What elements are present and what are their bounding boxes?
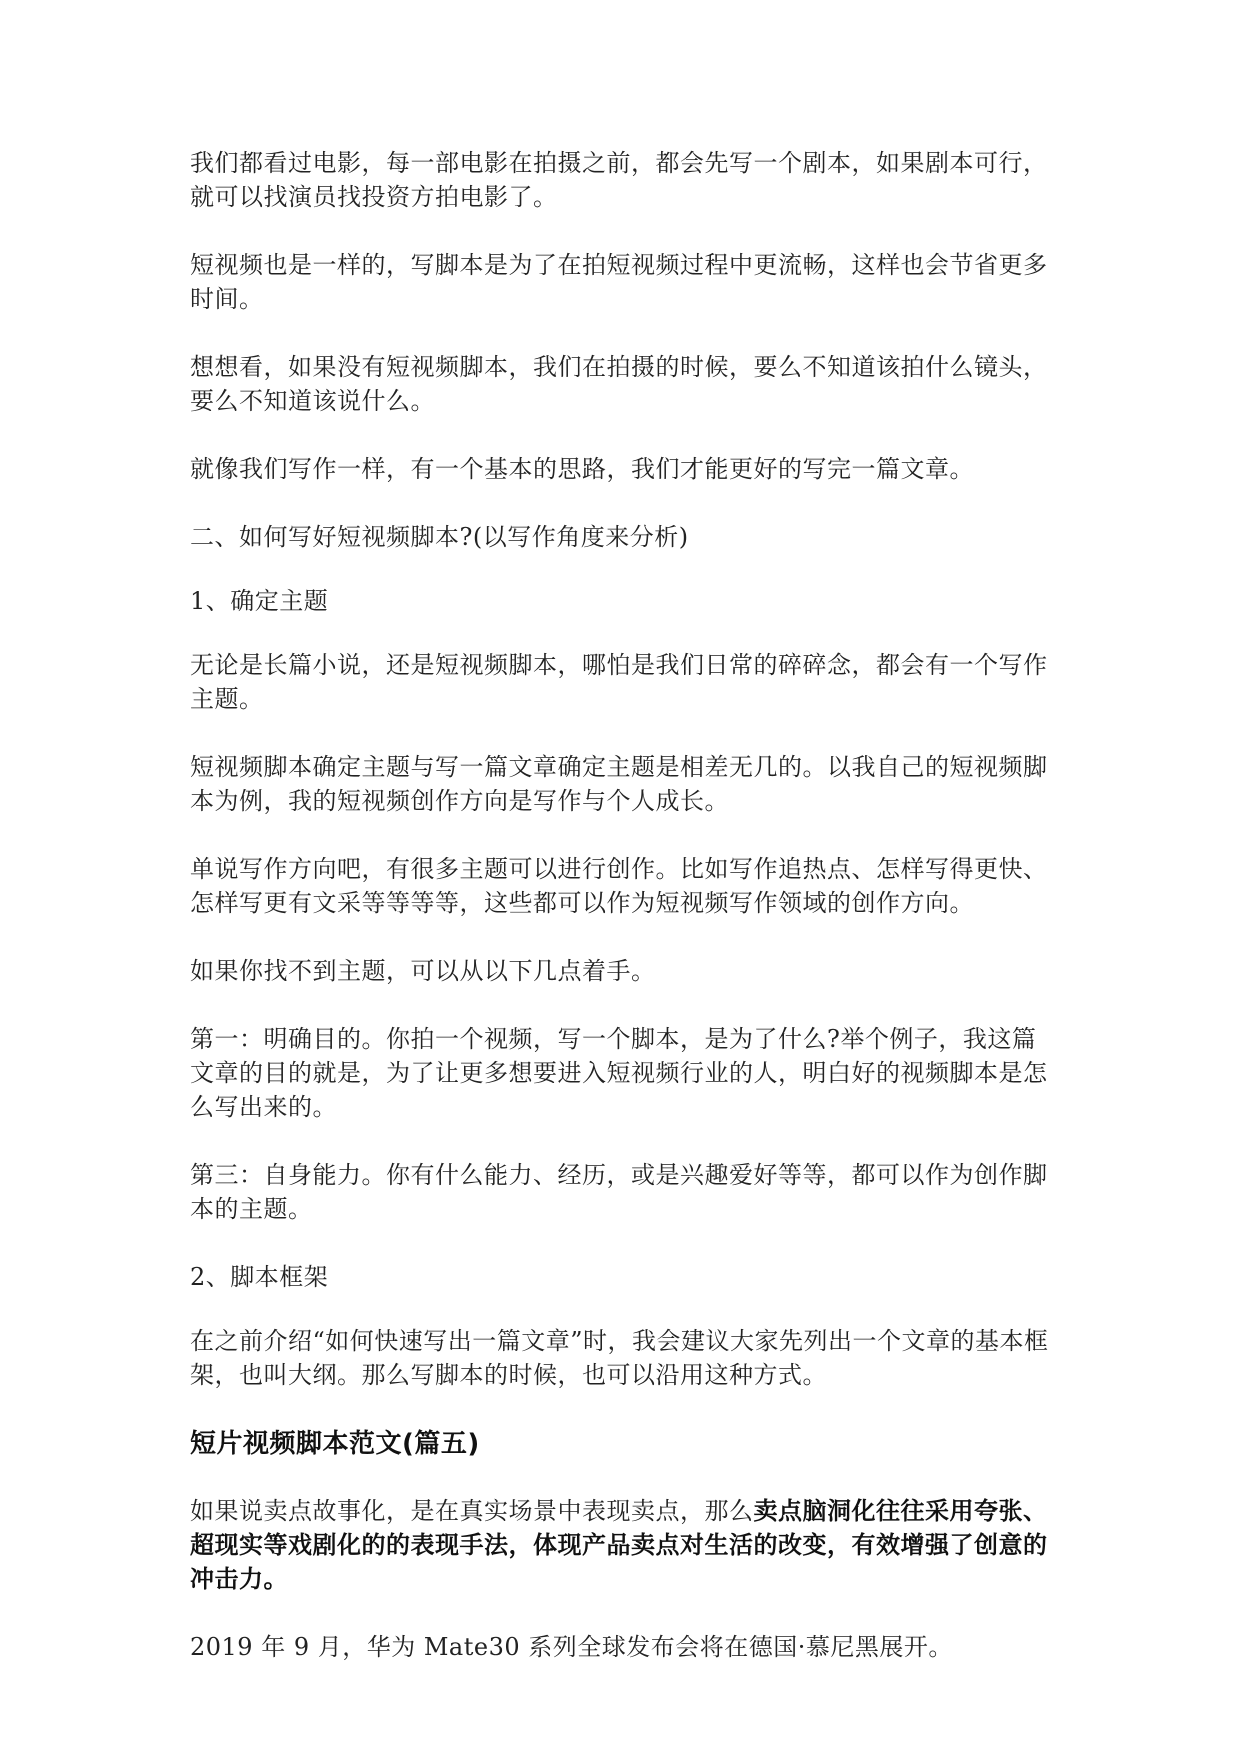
subheading-how-to-write: 二、如何写好短视频脚本?(以写作角度来分析) — [190, 523, 689, 551]
section-heading: 短片视频脚本范文(篇五) — [190, 1429, 480, 1459]
paragraph: 第一：明确目的。你拍一个视频，写一个脚本，是为了什么?举个例子，我这篇文章的目的就是，为了让更多想要进入短视频行业的人，明白好的视频脚本是怎么写出来的。 — [190, 1025, 1048, 1121]
paragraph: 我们都看过电影，每一部电影在拍摄之前，都会先写一个剧本，如果剧本可行，就可以找演员找投资方拍电影了。 — [190, 149, 1048, 211]
paragraph-intro — [190, 1494, 1060, 1596]
paragraph-last: 2019 年 9 月，华为 Mate30 系列全球发布会将在德国·慕尼黑展开。 — [190, 1633, 953, 1661]
paragraph: 短视频也是一样的，写脚本是为了在拍短视频过程中更流畅，这样也会节省更多时间。 — [190, 251, 1048, 313]
subheading-determine-theme: 1、确定主题 — [190, 587, 329, 615]
subheading-script-framework: 2、脚本框架 — [190, 1263, 329, 1291]
paragraph: 无论是长篇小说，还是短视频脚本，哪怕是我们日常的碎碎念，都会有一个写作主题。 — [190, 651, 1048, 713]
paragraph: 第三：自身能力。你有什么能力、经历，或是兴趣爱好等等，都可以作为创作脚本的主题。 — [190, 1161, 1048, 1223]
document-body — [190, 146, 1060, 1698]
paragraph: 在之前介绍“如何快速写出一篇文章”时，我会建议大家先列出一个文章的基本框架，也叫大纲。那么写脚本的时候，也可以沿用这种方式。 — [190, 1327, 1049, 1389]
intro-normal-text: 如果说卖点故事化，是在真实场景中表现卖点，那么 — [190, 1497, 754, 1525]
paragraph: 短视频脚本确定主题与写一篇文章确定主题是相差无几的。以我自己的短视频脚本为例，我的短视频创作方向是写作与个人成长。 — [190, 753, 1048, 815]
paragraph: 想想看，如果没有短视频脚本，我们在拍摄的时候，要么不知道该拍什么镜头，要么不知道该说什么。 — [190, 353, 1048, 415]
paragraph: 单说写作方向吧，有很多主题可以进行创作。比如写作追热点、怎样写得更快、怎样写更有文采等等等等，这些都可以作为短视频写作领域的创作方向。 — [190, 855, 1048, 917]
paragraph: 就像我们写作一样，有一个基本的思路，我们才能更好的写完一篇文章。 — [190, 455, 974, 483]
intro-bold-text: 卖点脑洞化往往采用夸张、超现实等戏剧化的的表现手法，体现产品卖点对生活的改变，有效增强了创意的冲击力。 — [190, 1497, 1048, 1593]
paragraph: 如果你找不到主题，可以从以下几点着手。 — [190, 957, 656, 985]
